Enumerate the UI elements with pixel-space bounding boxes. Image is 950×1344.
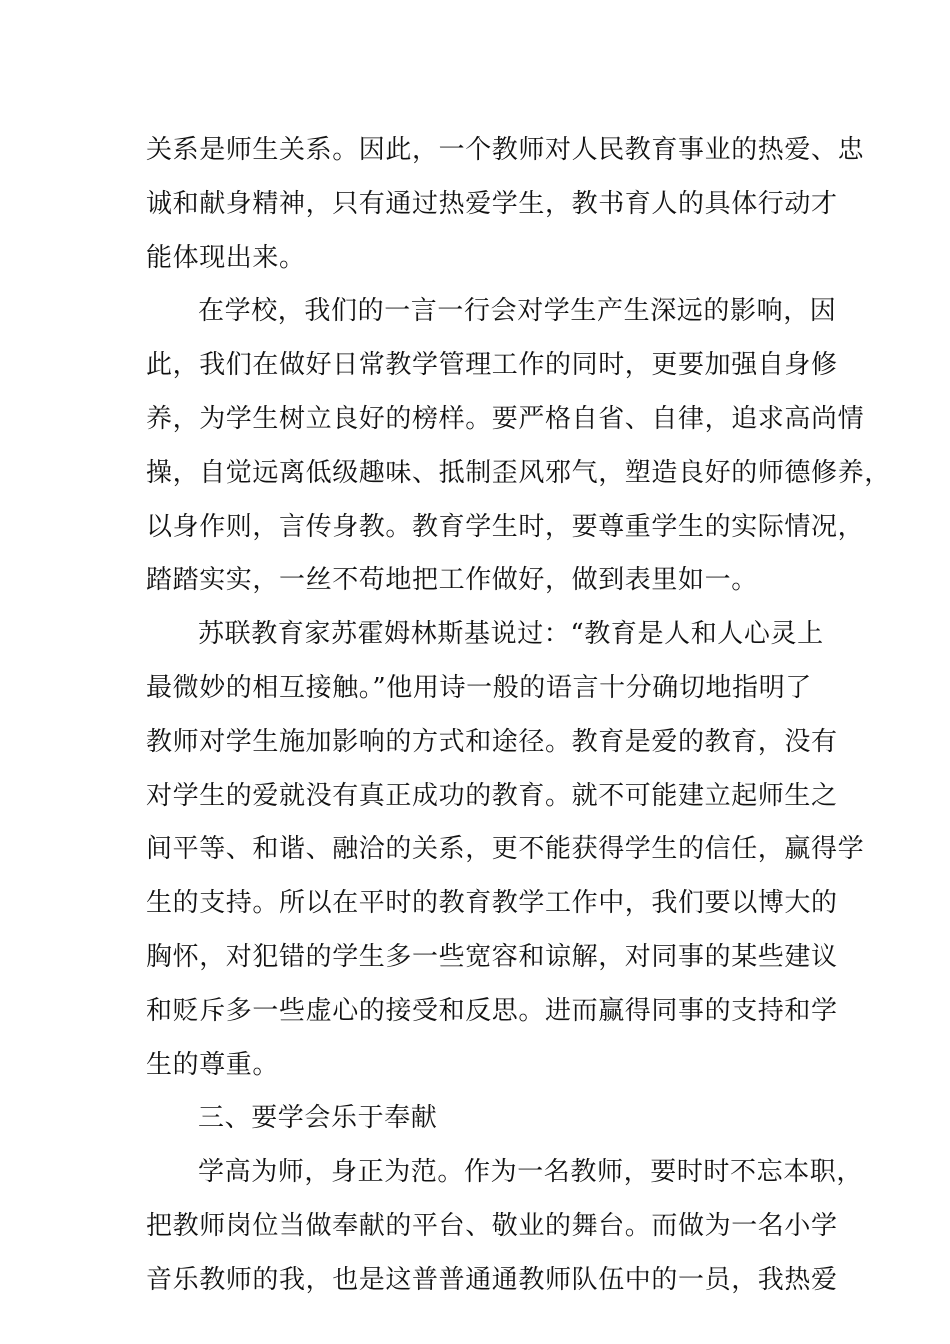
section-heading: 三、要学会乐于奉献	[198, 1103, 438, 1134]
text-line: 间平等、和谐、融洽的关系，更不能获得学生的信任，赢得学	[146, 834, 865, 865]
text-line: 能体现出来。	[146, 242, 306, 273]
text-line: 养，为学生树立良好的榜样。要严格自省、自律，追求高尚情	[146, 403, 865, 434]
paragraph-start-line: 学高为师，身正为范。作为一名教师，要时时不忘本职，	[198, 1157, 864, 1188]
text-line: 此，我们在做好日常教学管理工作的同时，更要加强自身修	[146, 350, 838, 381]
text-line: 教师对学生施加影响的方式和途径。教育是爱的教育，没有	[146, 726, 838, 757]
text-line: 生的尊重。	[146, 1049, 280, 1080]
text-line: 操，自觉远离低级趣味、抵制歪风邪气，塑造良好的师德修养，	[146, 457, 891, 488]
text-line: 生的支持。所以在平时的教育教学工作中，我们要以博大的	[146, 888, 838, 919]
text-line: 关系是师生关系。因此，一个教师对人民教育事业的热爱、忠	[146, 135, 865, 165]
text-line: 胸怀，对犯错的学生多一些宽容和谅解，对同事的某些建议	[146, 941, 838, 972]
document-body	[146, 124, 891, 1308]
text-line: 踏踏实实，一丝不苟地把工作做好，做到表里如一。	[146, 565, 758, 596]
text-line: 音乐教师的我，也是这普普通通教师队伍中的一员，我热爱	[146, 1264, 838, 1295]
text-line: 和贬斥多一些虚心的接受和反思。进而赢得同事的支持和学	[146, 995, 838, 1026]
text-line: 诚和献身精神，只有通过热爱学生，教书育人的具体行动才	[146, 188, 838, 219]
text-line: 以身作则，言传身教。教育学生时，要尊重学生的实际情况，	[146, 511, 865, 542]
paragraph-start-line: 苏联教育家苏霍姆林斯基说过：“教育是人和人心灵上	[198, 619, 824, 650]
text-line: 对学生的爱就没有真正成功的教育。就不可能建立起师生之	[146, 780, 838, 811]
text-line: 把教师岗位当做奉献的平台、敬业的舞台。而做为一名小学	[146, 1210, 838, 1241]
text-line: 最微妙的相互接触。”他用诗一般的语言十分确切地指明了	[146, 672, 812, 703]
paragraph-start-line: 在学校，我们的一言一行会对学生产生深远的影响，因	[198, 296, 837, 327]
